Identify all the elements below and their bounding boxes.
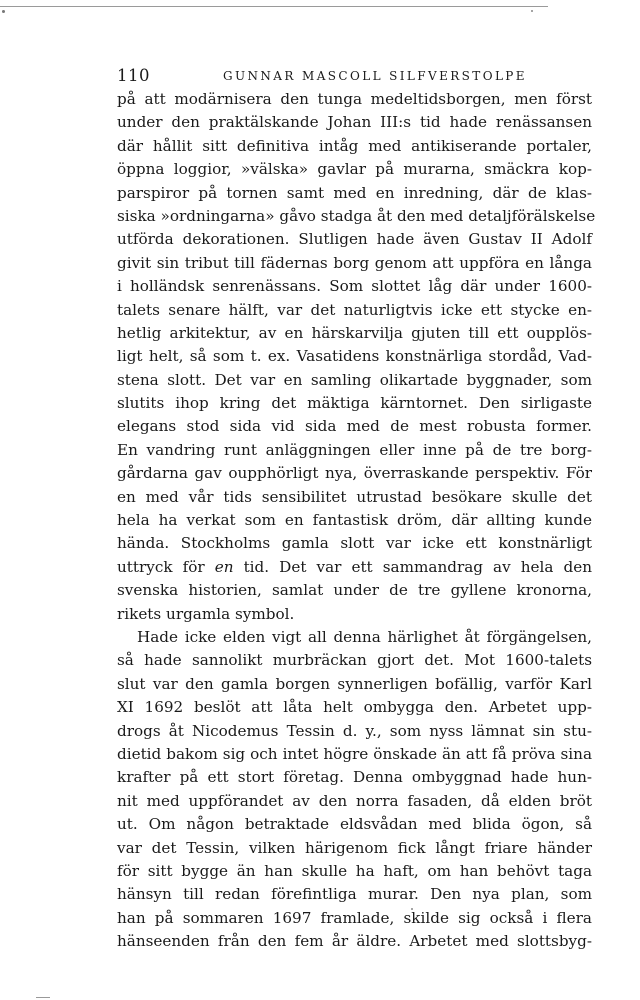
text-line: slutits ihop kring det mäktiga kärntornet. Den sirligaste	[117, 394, 592, 413]
text-line: svenska historien, samlat under de tre gyllene kronorna,	[117, 581, 592, 600]
text-line: siska »ordningarna» gåvo stadga åt den med detaljförälskelse	[117, 206, 596, 225]
text-line: hänsyn till redan förefintliga murar. Den nya plan, som	[117, 885, 592, 904]
scan-speck	[2, 10, 5, 13]
text-line: dietid bakom sig och intet högre önskade än att få pröva sina	[117, 744, 592, 763]
text-line	[117, 556, 592, 579]
top-scan-rule	[0, 6, 548, 7]
text-line: krafter på ett stort företag. Denna ombyggnad hade hun-	[117, 768, 592, 787]
text-line: hända. Stockholms gamla slott var icke ett konstnärligt	[117, 534, 592, 553]
page-number: 110	[117, 66, 150, 85]
text-line: parspiror på tornen samt med en inredning, där de klas-	[117, 183, 592, 202]
text-line: rikets urgamla symbol.	[117, 604, 295, 623]
text-line: gårdarna gav oupphörligt nya, överraskande perspektiv. För	[117, 464, 592, 483]
running-head: GUNNAR MASCOLL SILFVERSTOLPE	[223, 69, 527, 83]
text-line: drogs åt Nicodemus Tessin d. y., som nyss lämnat sin stu-	[117, 721, 592, 740]
text-segment: uttryck för	[117, 557, 215, 576]
text-line: ut. Om någon betraktade eldsvådan med blida ögon, så	[117, 815, 592, 834]
text-line: han på sommaren 1697 framlade, skilde sig också i flera	[117, 908, 592, 927]
italic-word: en	[214, 557, 234, 576]
text-line: hela ha verkat som en fantastisk dröm, där allting kunde	[117, 511, 592, 530]
text-line: En vandring runt anläggningen eller inne på de tre borg-	[117, 440, 592, 459]
text-line: elegans stod sida vid sida med de mest robusta former.	[117, 417, 592, 436]
text-line: nit med uppförandet av den norra fasaden, då elden bröt	[117, 791, 592, 810]
text-line: så hade sannolikt murbräckan gjort det. Mot 1600-talets	[117, 651, 592, 670]
text-line: en med vår tids sensibilitet utrustad besökare skulle det	[117, 487, 592, 506]
text-line: för sitt bygge än han skulle ha haft, om han behövt taga	[117, 861, 592, 880]
text-line: XI 1692 beslöt att låta helt ombygga den. Arbetet upp-	[117, 698, 592, 717]
scan-speck	[531, 10, 533, 12]
text-line: talets senare hälft, var det naturligtvis icke ett stycke en-	[117, 300, 592, 319]
text-line: var det Tessin, vilken härigenom fick långt friare händer	[117, 838, 592, 857]
text-line: stena slott. Det var en samling olikartade byggnader, som	[117, 370, 592, 389]
text-line: slut var den gamla borgen synnerligen bofällig, varför Karl	[117, 674, 592, 693]
text-line: givit sin tribut till fädernas borg genom att uppföra en långa	[117, 253, 592, 272]
text-line: där hållit sitt definitiva intåg med antikiserande portaler,	[117, 136, 592, 155]
text-segment: tid. Det var ett sammandrag av hela den	[233, 557, 593, 576]
text-line: på att modärnisera den tunga medeltidsborgen, men först	[117, 90, 592, 108]
text-line: öppna loggior, »välska» gavlar på murarna, smäckra kop-	[117, 160, 592, 179]
text-line: i holländsk senrenässans. Som slottet låg där under 1600-	[117, 277, 592, 296]
page-header	[117, 66, 592, 88]
body-text	[117, 88, 596, 953]
text-line: utförda dekorationen. Slutligen hade även Gustav II Adolf	[117, 230, 592, 249]
text-line: hetlig arkitektur, av en härskarvilja gjuten till ett oupplös-	[117, 323, 592, 342]
text-line: ligt helt, så som t. ex. Vasatidens konstnärliga stordåd, Vad-	[117, 347, 592, 366]
text-line: Hade icke elden vigt all denna härlighet åt förgängelsen,	[137, 627, 592, 646]
text-line: under den praktälskande Johan III:s tid hade renässansen	[117, 113, 592, 132]
text-line: hänseenden från den fem år äldre. Arbetet med slottsbyg-	[117, 932, 592, 951]
bottom-scan-mark	[36, 997, 50, 998]
